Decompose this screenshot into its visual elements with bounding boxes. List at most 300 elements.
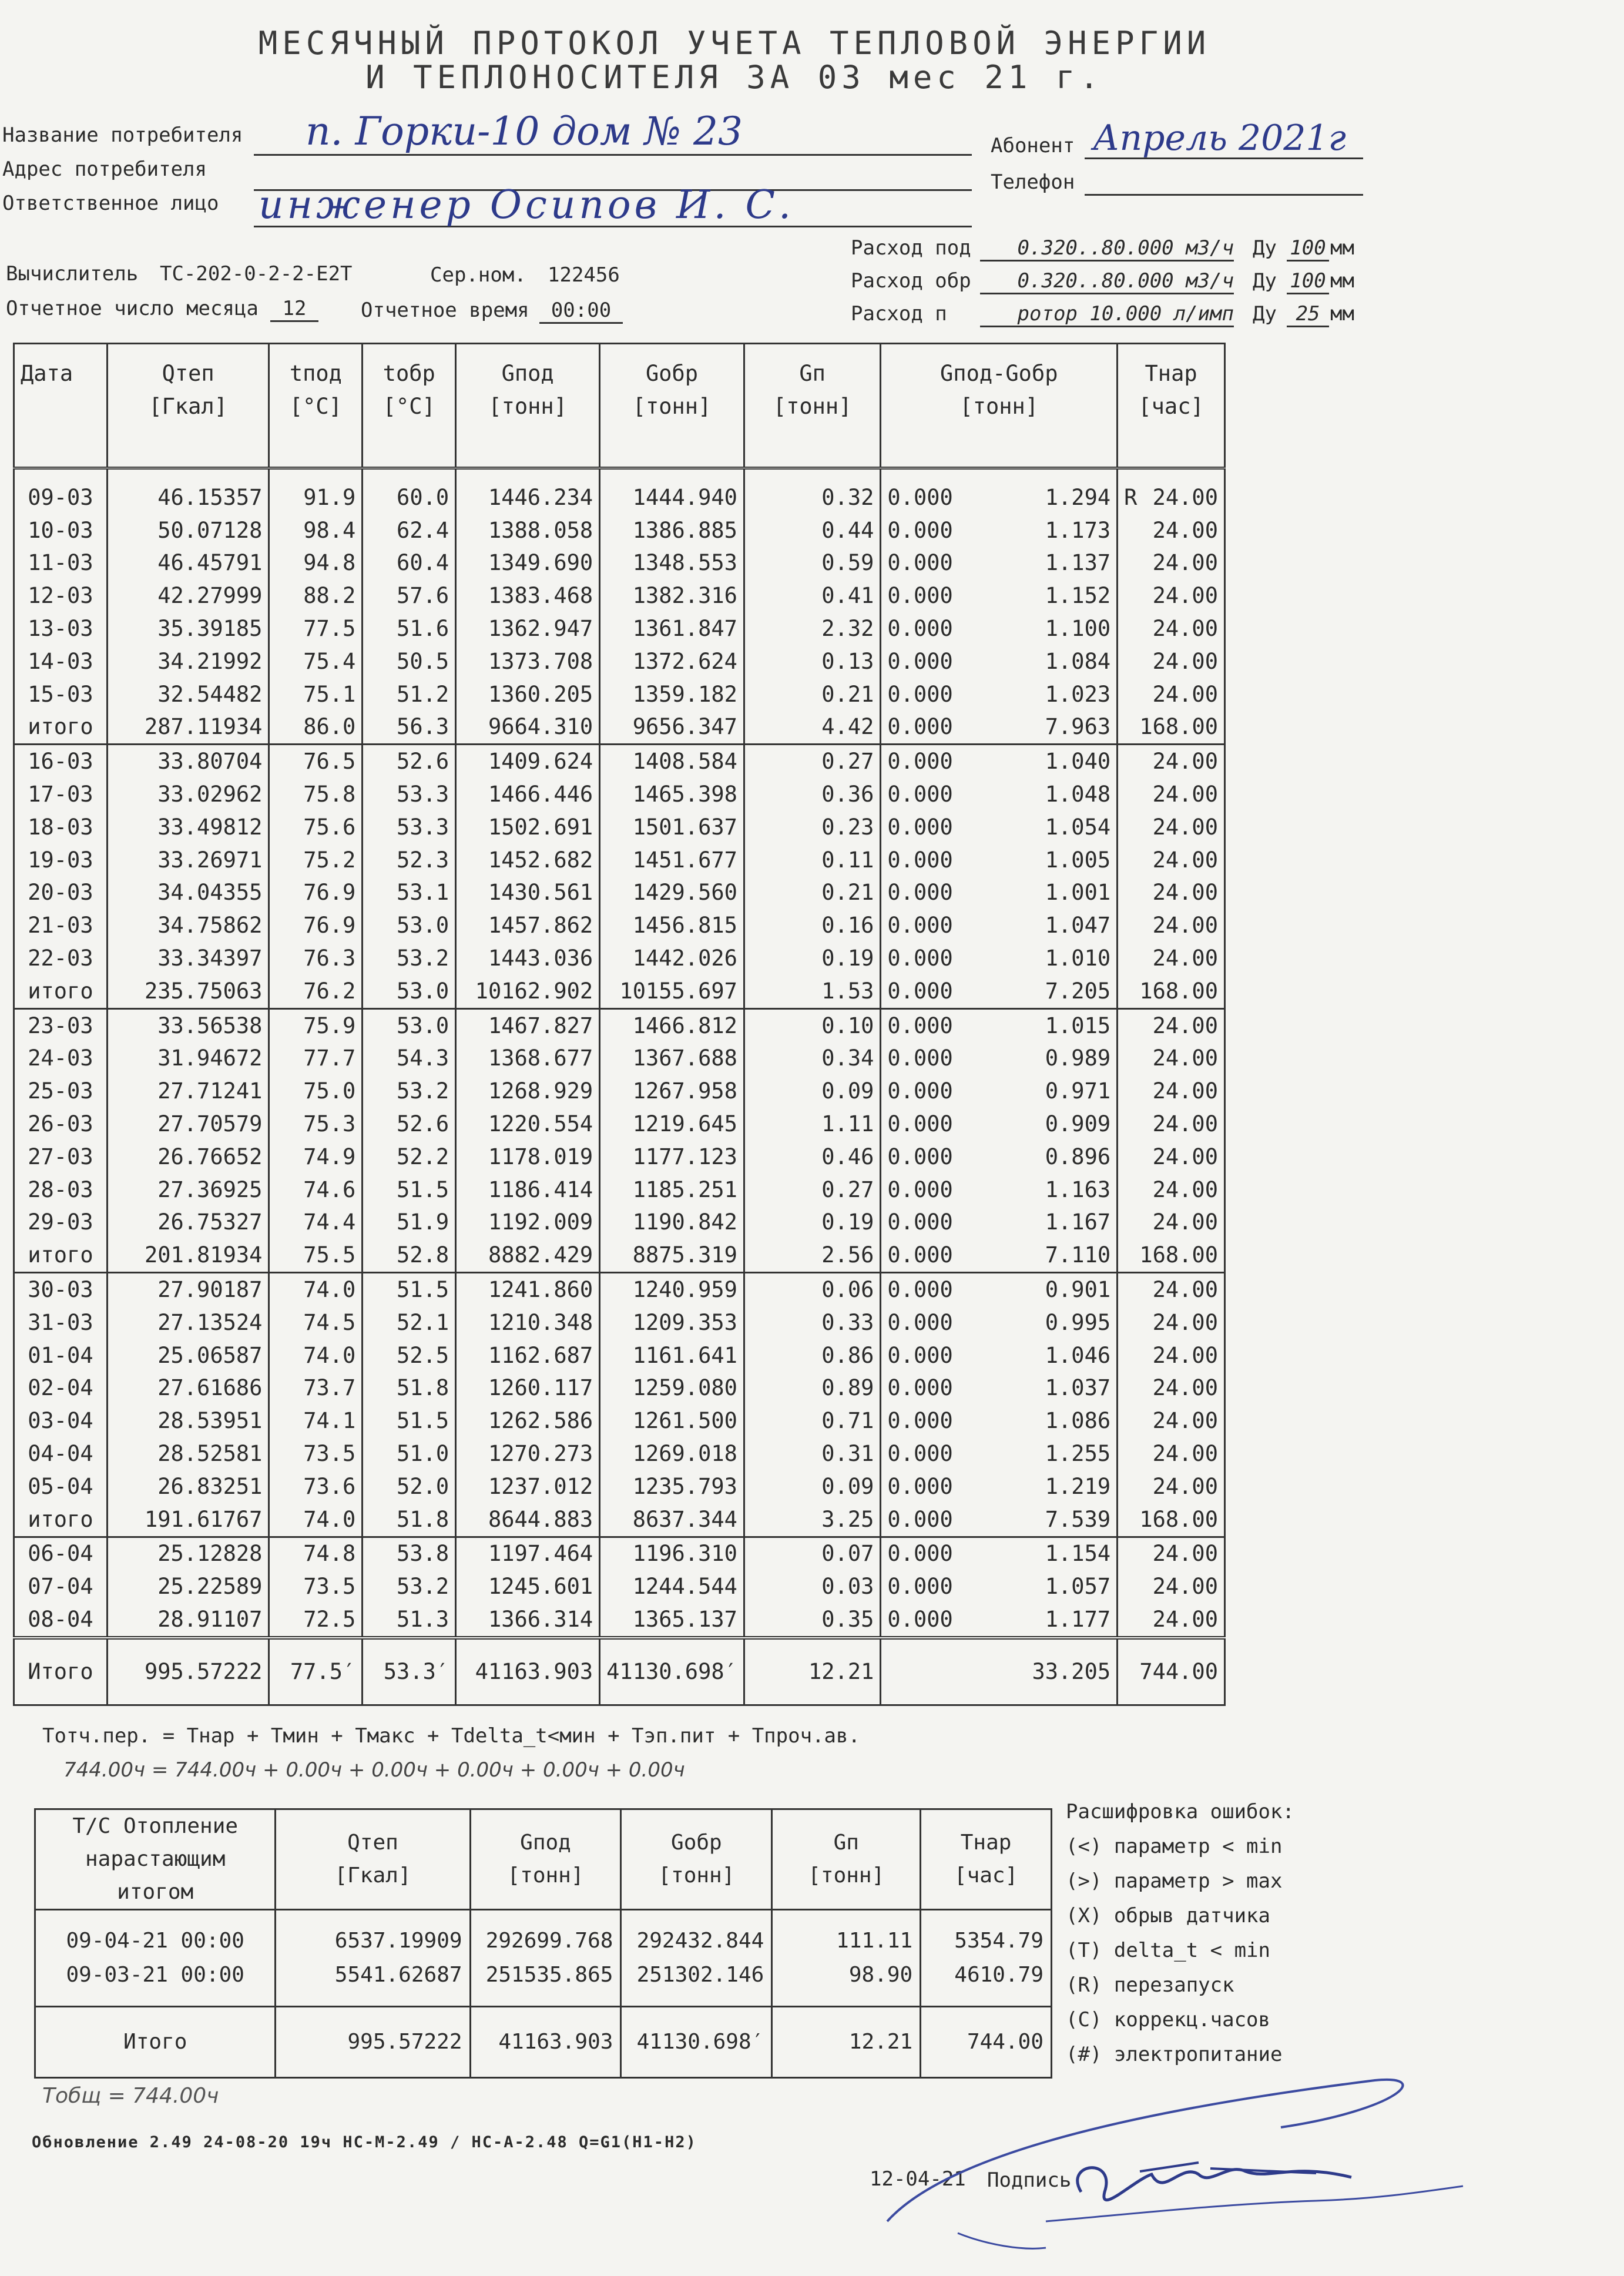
- diff-pair: [887, 580, 1110, 612]
- cell-diff: [881, 1470, 1118, 1503]
- cell-go: 1269.018: [600, 1437, 744, 1470]
- total-t: 744.00: [1118, 1638, 1225, 1705]
- serial-label: Сер.ном.: [430, 263, 526, 287]
- cell-diff-a: 0.000: [887, 978, 953, 1004]
- cell-diff: [881, 1437, 1118, 1470]
- cell-time: [1118, 1405, 1225, 1437]
- cumulative-header-unit: нарастающим итогом: [85, 1847, 226, 1904]
- cell-gp: 1162.687: [456, 1339, 600, 1372]
- cell-go: 1501.637: [600, 811, 744, 844]
- cumulative-total-t: 744.00: [921, 2007, 1052, 2078]
- cell-to: 51.6: [363, 612, 456, 645]
- diff-pair: [887, 1372, 1110, 1404]
- total-time: Тобщ = 744.00ч: [42, 2084, 219, 2108]
- flow-return-unit: мм: [1330, 269, 1354, 293]
- cell-diff: [881, 745, 1118, 778]
- cell-q: 50.07128: [107, 514, 269, 547]
- cumulative-table: [34, 1808, 1052, 2079]
- cell-diff-a: 0.000: [887, 616, 953, 642]
- cell-gp: 1502.691: [456, 811, 600, 844]
- cell-diff-b: 1.219: [1045, 1473, 1111, 1499]
- cell-diff: [881, 1570, 1118, 1603]
- cell-hours: 24.00: [1152, 1541, 1218, 1567]
- column-header-name: Gобр: [645, 361, 699, 386]
- cell-date: 18-03: [14, 811, 108, 844]
- cell-q: 235.75063: [107, 975, 269, 1008]
- cell-to: 52.8: [363, 1239, 456, 1272]
- diff-pair: [887, 1438, 1110, 1470]
- flow-supply-unit: мм: [1330, 236, 1354, 260]
- diff-pair: [887, 746, 1110, 777]
- cell-tp: 75.1: [269, 678, 363, 711]
- flow-return-label: Расход обр: [851, 269, 971, 293]
- column-header: [14, 344, 108, 468]
- cell-hours: 24.00: [1152, 1342, 1218, 1368]
- cell-gp: 1349.690: [456, 547, 600, 580]
- cell-q: 26.83251: [107, 1470, 269, 1503]
- cumulative-header-name: Тнар: [960, 1831, 1012, 1855]
- cell-to: 52.1: [363, 1306, 456, 1339]
- time-pair: [1124, 779, 1218, 810]
- time-pair: [1124, 1174, 1218, 1206]
- column-header-unit: [час]: [1138, 394, 1204, 419]
- cell-diff: [881, 1503, 1118, 1537]
- cell-diff-b: 1.137: [1045, 550, 1111, 576]
- daily-table-header: [14, 344, 1225, 468]
- cell-date: 23-03: [14, 1008, 108, 1042]
- diff-pair: [887, 1504, 1110, 1536]
- table-row: [14, 1339, 1225, 1372]
- cell-diff-b: 1.154: [1045, 1541, 1111, 1567]
- cell-diff-b: 0.971: [1045, 1078, 1111, 1104]
- cell-diff-b: 1.046: [1045, 1342, 1111, 1368]
- cell-to: 52.2: [363, 1141, 456, 1174]
- cumulative-cell-date: [35, 1910, 276, 2007]
- cell-q: 31.94672: [107, 1043, 269, 1075]
- cell-diff: [881, 514, 1118, 547]
- cell-date: 03-04: [14, 1405, 108, 1437]
- diff-pair: [887, 515, 1110, 547]
- total-go: 41130.698′: [600, 1638, 744, 1705]
- total-date: Итого: [14, 1638, 108, 1705]
- cell-diff-b: 1.152: [1045, 583, 1111, 609]
- cell-gn: 0.41: [744, 579, 880, 612]
- consumer-name-value: п. Горки-10 дом № 23: [306, 109, 743, 154]
- cell-hours: 24.00: [1152, 1045, 1218, 1071]
- cell-diff: [881, 909, 1118, 942]
- cell-gn: 0.46: [744, 1141, 880, 1174]
- cell-to: 57.6: [363, 579, 456, 612]
- cell-gp: 8644.883: [456, 1503, 600, 1537]
- cumulative-value: 09-04-21 00:00: [66, 1929, 244, 1953]
- cell-gn: 0.27: [744, 745, 880, 778]
- cell-diff: [881, 942, 1118, 975]
- cell-go: 1456.815: [600, 909, 744, 942]
- error-legend-item: (#) электропитание: [1066, 2043, 1283, 2066]
- diff-pair: [887, 779, 1110, 810]
- cumulative-column-header: [921, 1809, 1052, 1910]
- cell-tp: 74.1: [269, 1405, 363, 1437]
- table-row: [14, 844, 1225, 877]
- cell-diff-a: 0.000: [887, 782, 953, 807]
- time-pair: [1124, 877, 1218, 909]
- cell-diff: [881, 1273, 1118, 1306]
- cell-date: 06-04: [14, 1537, 108, 1570]
- diff-pair: [887, 1108, 1110, 1140]
- cell-to: 51.8: [363, 1372, 456, 1405]
- cell-date: 19-03: [14, 844, 108, 877]
- cell-gp: 1467.827: [456, 1008, 600, 1042]
- cell-date: 29-03: [14, 1206, 108, 1239]
- cell-diff-a: 0.000: [887, 1408, 953, 1434]
- cell-diff-b: 1.167: [1045, 1209, 1111, 1235]
- cell-to: 51.3: [363, 1603, 456, 1638]
- cell-to: 53.3: [363, 778, 456, 811]
- cell-go: 1267.958: [600, 1075, 744, 1108]
- time-formula-line2: 744.00ч = 744.00ч + 0.00ч + 0.00ч + 0.00ч + 0.00ч + 0.00ч: [63, 1758, 685, 1782]
- diff-pair: [887, 844, 1110, 876]
- cell-gn: 0.27: [744, 1174, 880, 1206]
- table-row: [14, 1470, 1225, 1503]
- cell-go: 1209.353: [600, 1306, 744, 1339]
- cell-time: [1118, 1306, 1225, 1339]
- cell-gn: 0.59: [744, 547, 880, 580]
- cell-date: 05-04: [14, 1470, 108, 1503]
- cell-q: 27.90187: [107, 1273, 269, 1306]
- cell-gp: 1197.464: [456, 1537, 600, 1570]
- cell-hours: 24.00: [1152, 517, 1218, 543]
- cell-diff-a: 0.000: [887, 1078, 953, 1104]
- cell-tp: 74.9: [269, 1141, 363, 1174]
- cell-diff-b: 1.084: [1045, 648, 1111, 674]
- cell-diff-a: 0.000: [887, 484, 953, 510]
- cell-q: 33.34397: [107, 942, 269, 975]
- cell-diff-b: 1.005: [1045, 847, 1111, 873]
- cell-hours: 24.00: [1152, 681, 1218, 707]
- cell-diff: [881, 645, 1118, 678]
- cell-go: 1386.885: [600, 514, 744, 547]
- time-pair: [1124, 746, 1218, 777]
- cell-diff: [881, 844, 1118, 877]
- cumulative-header-name: Т/С Отопление: [72, 1814, 239, 1838]
- cell-hours: 24.00: [1152, 1078, 1218, 1104]
- diff-pair: [887, 877, 1110, 909]
- subtotal-row: [14, 1239, 1225, 1272]
- cell-tp: 75.3: [269, 1108, 363, 1141]
- cell-date: итого: [14, 1239, 108, 1272]
- cell-diff-a: 0.000: [887, 847, 953, 873]
- cumulative-value: 292699.768: [485, 1929, 613, 1953]
- cell-gp: 10162.902: [456, 975, 600, 1008]
- cell-gn: 0.71: [744, 1405, 880, 1437]
- cell-diff-a: 0.000: [887, 1441, 953, 1466]
- cell-q: 191.61767: [107, 1503, 269, 1537]
- cell-diff-b: 0.989: [1045, 1045, 1111, 1071]
- cell-gn: 0.23: [744, 811, 880, 844]
- column-header-unit: [тонн]: [773, 394, 852, 419]
- cell-diff: [881, 468, 1118, 514]
- subscriber-label: Абонент: [991, 134, 1075, 157]
- cell-date: 01-04: [14, 1339, 108, 1372]
- cell-tp: 72.5: [269, 1603, 363, 1638]
- total-tp: 77.5′: [269, 1638, 363, 1705]
- cell-q: 33.56538: [107, 1008, 269, 1042]
- cell-time: [1118, 909, 1225, 942]
- cell-gp: 1362.947: [456, 612, 600, 645]
- cell-q: 26.75327: [107, 1206, 269, 1239]
- cell-go: 10155.697: [600, 975, 744, 1008]
- cell-to: 56.3: [363, 711, 456, 745]
- table-row: [14, 1174, 1225, 1206]
- cell-tp: 76.9: [269, 909, 363, 942]
- calc-label: Вычислитель: [6, 262, 139, 286]
- cell-date: 14-03: [14, 645, 108, 678]
- diff-pair: [887, 1141, 1110, 1173]
- cell-go: 1466.812: [600, 1008, 744, 1042]
- cell-diff-a: 0.000: [887, 880, 953, 906]
- cell-diff-b: 1.001: [1045, 880, 1111, 906]
- cell-date: 07-04: [14, 1570, 108, 1603]
- cell-q: 28.52581: [107, 1437, 269, 1470]
- time-pair: [1124, 547, 1218, 579]
- cell-diff-a: 0.000: [887, 749, 953, 775]
- table-row: [14, 1570, 1225, 1603]
- cell-diff-b: 0.909: [1045, 1111, 1111, 1137]
- cell-go: 1429.560: [600, 877, 744, 910]
- cell-hours: 24.00: [1152, 946, 1218, 971]
- cell-diff: [881, 579, 1118, 612]
- cumulative-column-header: [276, 1809, 470, 1910]
- error-legend-item: (X) обрыв датчика: [1066, 1904, 1270, 1928]
- cell-q: 42.27999: [107, 579, 269, 612]
- time-pair: [1124, 943, 1218, 974]
- calc-value: ТС-202-0-2-2-Е2Т: [160, 262, 353, 286]
- cell-go: 1196.310: [600, 1537, 744, 1570]
- cell-date: 15-03: [14, 678, 108, 711]
- cell-q: 25.22589: [107, 1570, 269, 1603]
- cell-gn: 0.09: [744, 1075, 880, 1108]
- flow-makeup-du-value: 25: [1287, 302, 1329, 327]
- cell-gp: 1270.273: [456, 1437, 600, 1470]
- cell-q: 33.49812: [107, 811, 269, 844]
- table-row: [14, 678, 1225, 711]
- cell-diff-b: 1.054: [1045, 814, 1111, 840]
- cell-hours: 24.00: [1152, 814, 1218, 840]
- flow-supply-value: 0.320..80.000 м3/ч: [980, 236, 1234, 262]
- table-row: [14, 468, 1225, 514]
- cumulative-value: 98.90: [848, 1963, 913, 1987]
- cell-gn: 0.89: [744, 1372, 880, 1405]
- cumulative-header-name: Gобр: [671, 1831, 722, 1855]
- cell-to: 53.2: [363, 1570, 456, 1603]
- cell-go: 1465.398: [600, 778, 744, 811]
- cell-go: 1442.026: [600, 942, 744, 975]
- cumulative-total-q: 995.57222: [276, 2007, 470, 2078]
- cell-tp: 75.9: [269, 1008, 363, 1042]
- cell-go: 1177.123: [600, 1141, 744, 1174]
- diff-pair: [887, 1538, 1110, 1570]
- cumulative-header-unit: [тонн]: [507, 1863, 584, 1888]
- cell-go: 1259.080: [600, 1372, 744, 1405]
- cumulative-rows: [35, 1910, 1052, 2007]
- cell-diff: [881, 711, 1118, 745]
- cell-q: 35.39185: [107, 612, 269, 645]
- time-pair: [1124, 515, 1218, 547]
- cell-tp: 77.7: [269, 1043, 363, 1075]
- cumulative-column-header: [772, 1809, 921, 1910]
- cell-gp: 1388.058: [456, 514, 600, 547]
- phone-label: Телефон: [991, 170, 1075, 194]
- error-legend-item: (R) перезапуск: [1066, 1973, 1234, 1997]
- cell-gp: 1220.554: [456, 1108, 600, 1141]
- cell-gp: 1443.036: [456, 942, 600, 975]
- cell-q: 27.61686: [107, 1372, 269, 1405]
- cell-diff-a: 0.000: [887, 1342, 953, 1368]
- cell-date: 27-03: [14, 1141, 108, 1174]
- diff-pair: [887, 547, 1110, 579]
- table-row: [14, 547, 1225, 580]
- cell-diff-b: 1.040: [1045, 749, 1111, 775]
- error-legend-item: (T) delta_t < min: [1066, 1939, 1270, 1962]
- flow-return-value: 0.320..80.000 м3/ч: [980, 269, 1234, 294]
- cell-gp: 1368.677: [456, 1043, 600, 1075]
- cell-date: 25-03: [14, 1075, 108, 1108]
- cell-gp: 1237.012: [456, 1470, 600, 1503]
- cell-q: 25.06587: [107, 1339, 269, 1372]
- cell-diff-b: 1.047: [1045, 913, 1111, 938]
- cell-q: 46.45791: [107, 547, 269, 580]
- cell-diff-a: 0.000: [887, 1541, 953, 1567]
- cell-diff-b: 1.173: [1045, 517, 1111, 543]
- cell-gn: 4.42: [744, 711, 880, 745]
- cell-tp: 74.8: [269, 1537, 363, 1570]
- cell-gp: 1373.708: [456, 645, 600, 678]
- cell-diff-a: 0.000: [887, 1606, 953, 1632]
- cell-gn: 0.11: [744, 844, 880, 877]
- cell-tp: 76.3: [269, 942, 363, 975]
- cell-diff-b: 1.100: [1045, 616, 1111, 642]
- cell-go: 1185.251: [600, 1174, 744, 1206]
- time-pair: [1124, 1274, 1218, 1306]
- cell-to: 52.6: [363, 745, 456, 778]
- cell-gp: 1245.601: [456, 1570, 600, 1603]
- cell-go: 1359.182: [600, 678, 744, 711]
- cell-time: [1118, 1108, 1225, 1141]
- column-header-name: Тнар: [1145, 361, 1197, 386]
- cell-date: 02-04: [14, 1372, 108, 1405]
- cumulative-cell-q: [276, 1910, 470, 2007]
- cell-q: 33.26971: [107, 844, 269, 877]
- time-pair: [1124, 1141, 1218, 1173]
- cumulative-column-header: [621, 1809, 772, 1910]
- cell-hours: 24.00: [1152, 648, 1218, 674]
- diff-pair: [887, 812, 1110, 843]
- cell-tp: 73.5: [269, 1570, 363, 1603]
- cell-diff: [881, 1008, 1118, 1042]
- error-legend-item: (<) параметр < min: [1066, 1835, 1283, 1858]
- cell-time: [1118, 579, 1225, 612]
- cell-hours: 24.00: [1152, 1309, 1218, 1335]
- cell-tp: 77.5: [269, 612, 363, 645]
- footer-update: Обновление 2.49 24-08-20 19ч НС-М-2.49 / НС-А-2.48 Q=G1(H1-H2): [32, 2133, 697, 2151]
- column-header-unit: [°C]: [382, 394, 435, 419]
- cell-time: [1118, 745, 1225, 778]
- cell-time: [1118, 975, 1225, 1008]
- cell-tp: 75.2: [269, 844, 363, 877]
- cumulative-value: 4610.79: [954, 1963, 1043, 1987]
- cell-diff-b: 7.110: [1045, 1242, 1111, 1268]
- cell-go: 1408.584: [600, 745, 744, 778]
- time-pair: [1124, 1438, 1218, 1470]
- cell-tp: 98.4: [269, 514, 363, 547]
- cell-diff-b: 1.057: [1045, 1574, 1111, 1600]
- cell-q: 26.76652: [107, 1141, 269, 1174]
- subtotal-row: [14, 975, 1225, 1008]
- report-time-label: Отчетное время: [361, 299, 529, 322]
- table-row: [14, 1273, 1225, 1306]
- cell-diff: [881, 1141, 1118, 1174]
- time-pair: [1124, 1405, 1218, 1437]
- cumulative-header-name: Gпод: [520, 1831, 571, 1855]
- cell-to: 52.3: [363, 844, 456, 877]
- time-pair: [1124, 711, 1218, 743]
- cell-go: 1235.793: [600, 1470, 744, 1503]
- time-pair: [1124, 1604, 1218, 1635]
- cell-tp: 76.9: [269, 877, 363, 910]
- cell-gn: 0.16: [744, 909, 880, 942]
- table-row: [14, 877, 1225, 910]
- table-row: [14, 942, 1225, 975]
- total-d2: 33.205: [881, 1638, 1118, 1705]
- cell-diff-b: 7.539: [1045, 1506, 1111, 1532]
- cell-time: [1118, 811, 1225, 844]
- cell-hours: 168.00: [1139, 1506, 1218, 1532]
- table-row: [14, 1206, 1225, 1239]
- cell-gp: 1383.468: [456, 579, 600, 612]
- cell-hours: 24.00: [1152, 550, 1218, 576]
- cell-q: 27.36925: [107, 1174, 269, 1206]
- cell-diff: [881, 1537, 1118, 1570]
- flow-makeup-label: Расход п: [851, 302, 947, 326]
- cell-to: 51.5: [363, 1273, 456, 1306]
- cell-to: 53.1: [363, 877, 456, 910]
- cell-hours: 168.00: [1139, 714, 1218, 740]
- total-gn: 12.21: [744, 1638, 880, 1705]
- diff-pair: [887, 1075, 1110, 1107]
- cell-date: итого: [14, 975, 108, 1008]
- cell-gn: 0.19: [744, 942, 880, 975]
- column-header-name: Gпод-Gобр: [940, 361, 1058, 386]
- column-header-unit: [°C]: [289, 394, 342, 419]
- diff-pair: [887, 910, 1110, 941]
- page-subtitle: И ТЕПЛОНОСИТЕЛЯ ЗА 03 мес 21 г.: [365, 59, 1103, 96]
- report-day-label: Отчетное число месяца: [6, 297, 259, 320]
- consumer-address-label: Адрес потребителя: [2, 157, 207, 181]
- table-row: [14, 909, 1225, 942]
- cell-to: 53.8: [363, 1537, 456, 1570]
- cumulative-header-unit: [тонн]: [658, 1863, 735, 1888]
- cell-date: 10-03: [14, 514, 108, 547]
- cell-go: 1348.553: [600, 547, 744, 580]
- cell-tp: 74.0: [269, 1339, 363, 1372]
- cumulative-total-gp: 41163.903: [470, 2007, 621, 2078]
- grand-total-row: [14, 1638, 1225, 1705]
- table-row: [14, 612, 1225, 645]
- cell-diff-b: 1.015: [1045, 1013, 1111, 1038]
- cell-time: [1118, 1239, 1225, 1272]
- diff-pair: [887, 1206, 1110, 1238]
- report-time-value: 00:00: [539, 299, 623, 324]
